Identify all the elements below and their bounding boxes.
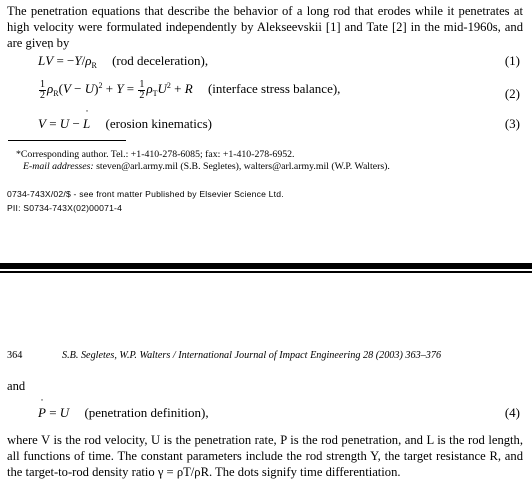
page-break-rule-thin [0, 271, 532, 273]
email-footnote [23, 160, 390, 173]
equation-4 [38, 405, 209, 421]
equation-2-label: (interface stress balance), [207, 81, 341, 97]
equation-3-number: (3) [504, 116, 520, 131]
equation-4-number: (4) [504, 405, 520, 420]
corresponding-author-footnote: *Corresponding author. Tel.: +1-410-278-6085; fax: +1-410-278-6952. [16, 149, 295, 160]
equation-2 [38, 80, 340, 101]
running-header-text: S.B. Segletes, W.P. Walters / International Journal of Impact Engineering 28 (2003) 363–376 [62, 350, 442, 361]
email-label: E-mail addresses: [23, 161, 94, 172]
page-number: 364 [7, 350, 23, 361]
page-break-rule-thick [0, 263, 532, 269]
issn-line: 0734-743X/02/$ - see front matter Published by Elsevier Science Ltd. [7, 189, 284, 199]
equation-2-math: $\frac{1}{2}$ $\rho_R(V - U)^2 + Y$ = $\frac{1}{2}$ $\rho_TU^2 + R$ [40, 79, 193, 101]
equation-2-number: (2) [504, 86, 520, 101]
equation-1 [38, 53, 208, 69]
definitions-paragraph: where V is the rod velocity, U is the penetration rate, P is the rod penetration, and L is the rod length, all functions of time. The constant parameters include the rod strength Y, the target resistance R, and the target-to-rod density ratio γ = ρT/ρR. The dots signify time differentiation. [7, 433, 523, 479]
equation-4-label: (penetration definition), [84, 405, 209, 420]
running-header [62, 350, 441, 361]
equation-4-math: ˙ P = U [38, 405, 69, 420]
and-word: and [7, 379, 26, 393]
equation-3-math: V = U − ˙ L [38, 116, 90, 131]
pii-line: PII: S0734-743X(02)00071-4 [7, 203, 123, 213]
intro-paragraph: The penetration equations that describe the behavior of a long rod that erodes while it penetrates at high velocity were formulated independently by Alekseevskii [1] and Tate [2] in the mid-1960s, and are given by [7, 4, 523, 50]
equation-1-number: (1) [504, 53, 520, 68]
equation-3-label: (erosion kinematics) [105, 116, 213, 131]
equation-3 [38, 116, 212, 132]
email-addresses: steven@arl.army.mil (S.B. Segletes), walters@arl.army.mil (W.P. Walters). [96, 161, 390, 172]
equation-1-math: L˙ $V = -Y/\rho_R$ [38, 53, 97, 68]
equation-1-label: (rod deceleration), [112, 53, 209, 68]
footnote-rule [8, 140, 126, 141]
